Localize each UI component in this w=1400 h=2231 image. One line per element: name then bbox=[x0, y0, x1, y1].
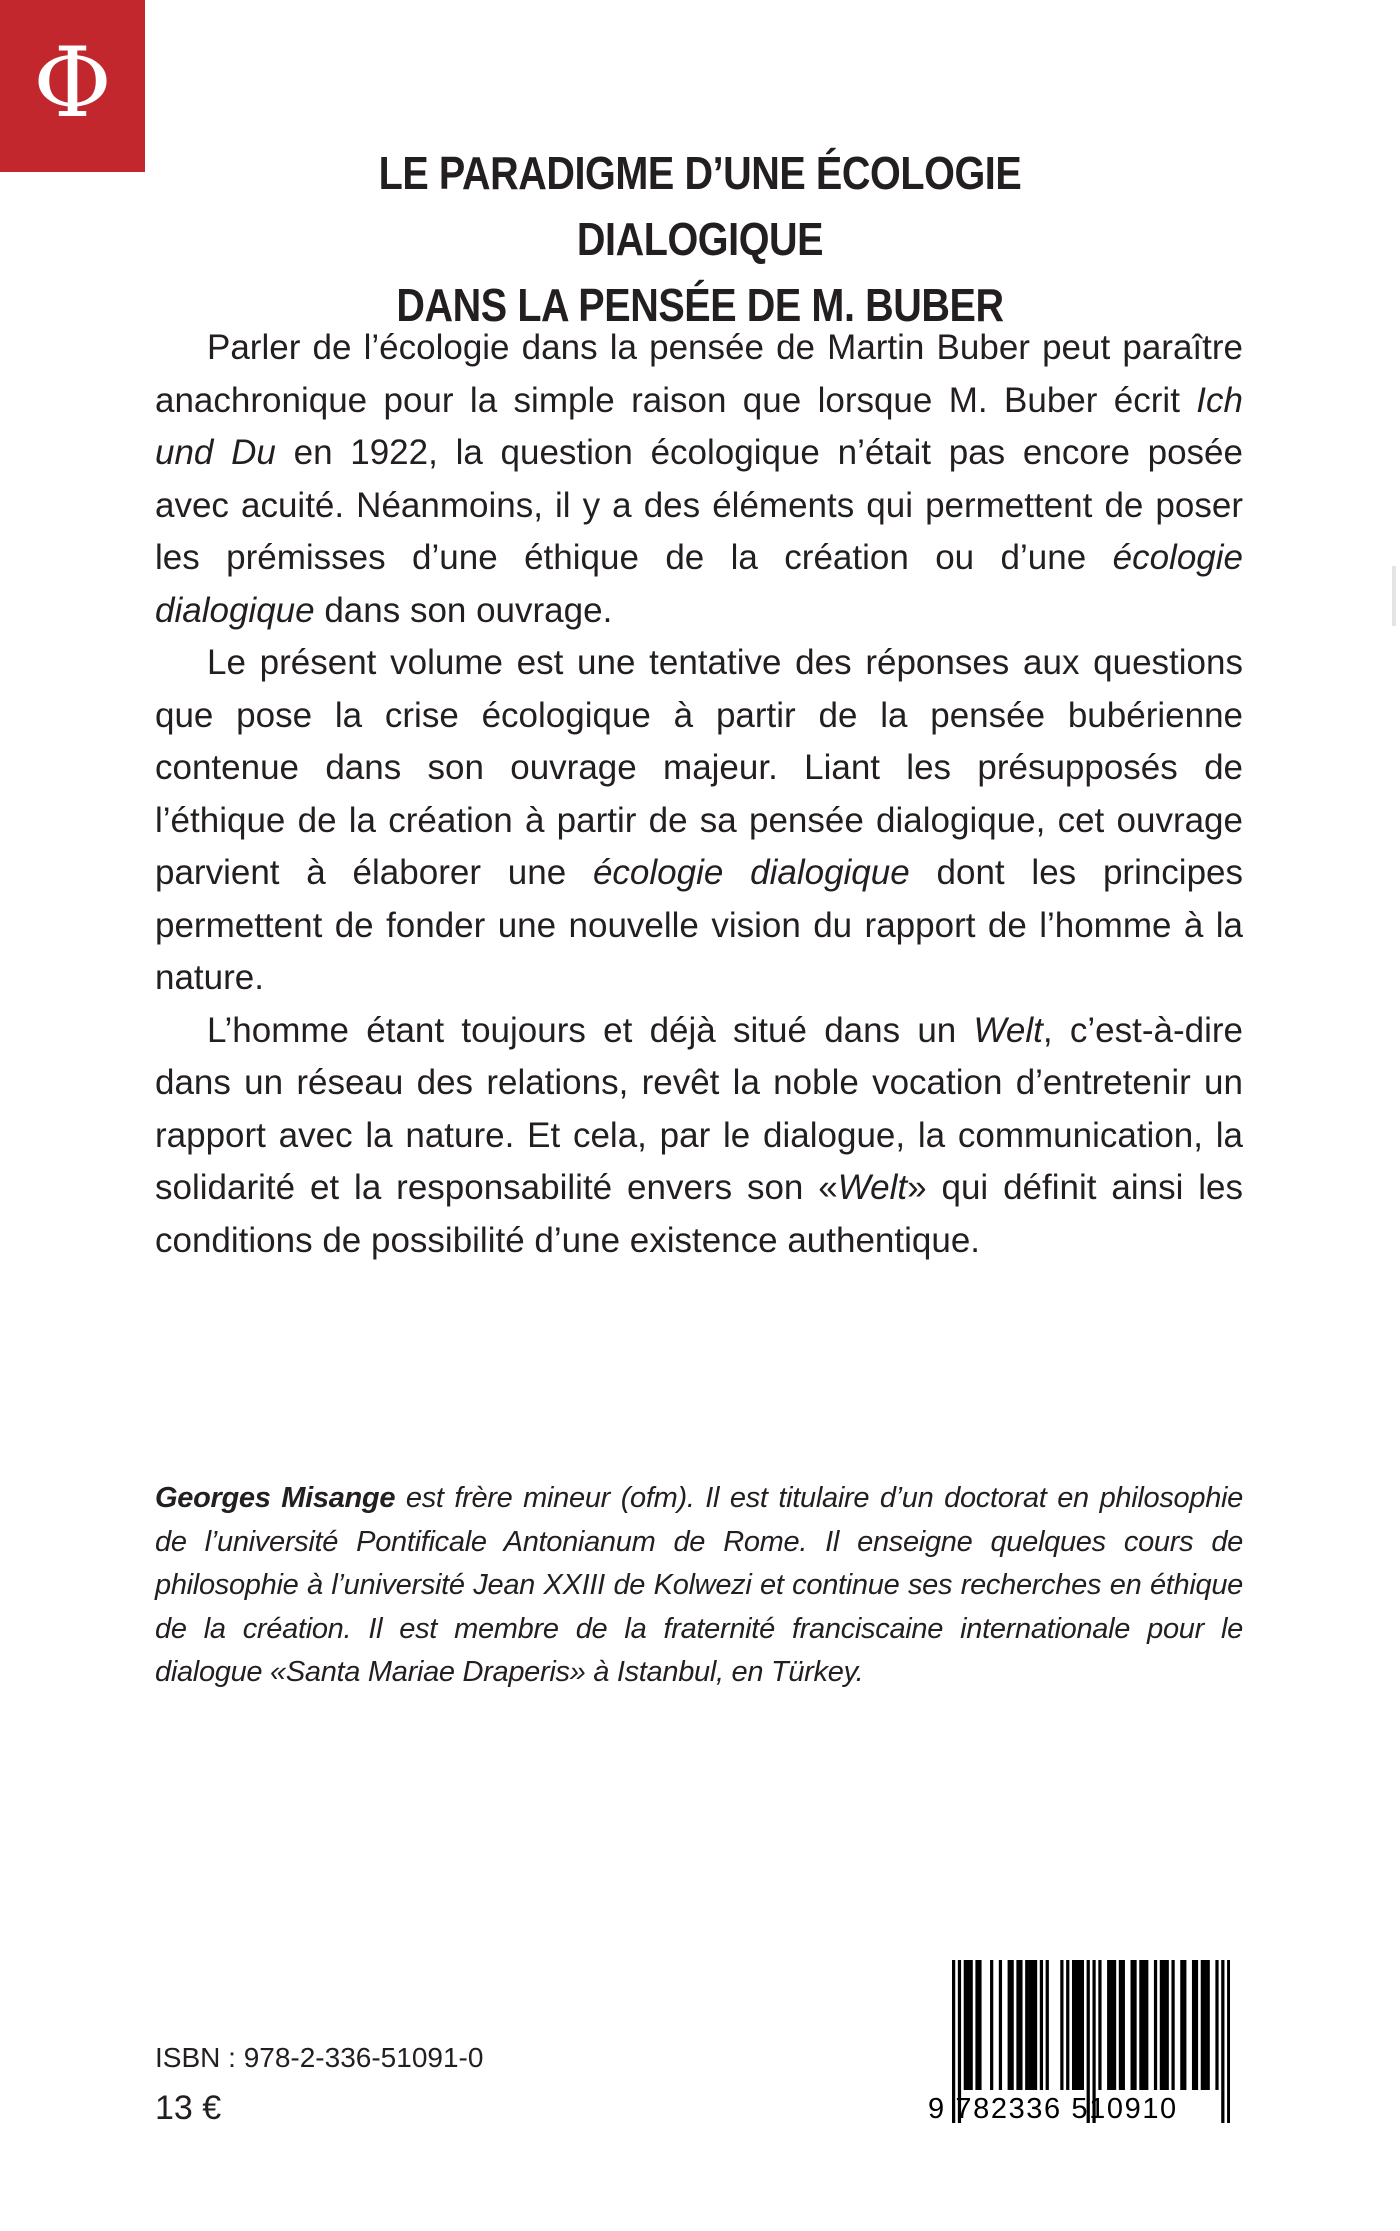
summary-paragraph-1 bbox=[155, 322, 1243, 637]
summary-paragraph-3 bbox=[155, 1005, 1243, 1268]
barcode-bar bbox=[1025, 1960, 1028, 2090]
summary-p3-italic-welt-1: Welt bbox=[973, 1010, 1043, 1050]
barcode-bar bbox=[1113, 1960, 1116, 2090]
phi-logo-icon: Φ bbox=[33, 27, 112, 139]
barcode-bar bbox=[1008, 1960, 1011, 2090]
barcode-bar bbox=[1031, 1960, 1034, 2090]
barcode-bar bbox=[1081, 1960, 1084, 2090]
barcode-bar bbox=[1110, 1960, 1113, 2090]
barcode-bar bbox=[978, 1960, 981, 2090]
barcode-bar bbox=[1204, 1960, 1207, 2090]
barcode-bar bbox=[975, 1960, 978, 2090]
edge-mark bbox=[1392, 566, 1396, 626]
barcode-bar bbox=[1016, 1960, 1019, 2090]
barcode-bar bbox=[1019, 1960, 1022, 2090]
summary-p2-text-a: Le présent volume est une tentative des réponses aux questions que pose la crise écologique à partir de la pensée bubérienne contenue dans son ouvrage majeur. Liant les présupposés de l’éthique de la création à partir de sa pensée dialogique, cet ouvrage parvient à élaborer une bbox=[155, 643, 1243, 892]
barcode-bar bbox=[1078, 1960, 1081, 2090]
barcode-bar bbox=[1215, 1960, 1218, 2090]
author-bio-text: est frère mineur (ofm). Il est titulaire d’un doctorat en philosophie de l’université Pontificale Antonianum de Rome. Il enseigne quelques cours de philosophie à l’université Jean XXIII de Kolwezi et continue ses recherches en éthique de la création. Il est membre de la fraternité franciscaine internationale pour le dialogue «Santa Mariae Draperis» à Istanbul, en Türkey. bbox=[155, 1482, 1243, 1688]
summary-p3-text-a: L’homme étant toujours et déjà situé dans un bbox=[207, 1010, 974, 1050]
barcode-bar bbox=[990, 1960, 993, 2090]
author-bio bbox=[155, 1477, 1243, 1695]
barcode-bar bbox=[1142, 1960, 1145, 2090]
barcode-bar bbox=[1154, 1960, 1157, 2090]
book-summary bbox=[155, 322, 1243, 1267]
barcode-bar bbox=[1171, 1960, 1174, 2090]
summary-p1-text-c: en 1922, la question écologique n’était pas encore posée avec acuité. Néanmoins, il y a des éléments qui permettent de poser les prémisses d’une éthique de la création ou d’une bbox=[155, 433, 1243, 577]
barcode-bar bbox=[1098, 1960, 1101, 2090]
title-line-2: DANS LA PENSÉE DE M. BUBER bbox=[396, 279, 1004, 331]
price-label: 13 € bbox=[155, 2089, 222, 2127]
author-name: Georges Misange bbox=[155, 1482, 396, 1514]
barcode-bar bbox=[1183, 1960, 1186, 2090]
book-title bbox=[253, 140, 1147, 338]
summary-p1-text-a: Parler de l’écologie dans la pensée de Martin Buber peut paraître anachronique pour la simple raison que lorsque M. Buber écrit bbox=[155, 328, 1243, 420]
barcode-bar bbox=[1040, 1960, 1043, 2090]
barcode-bar bbox=[1160, 1960, 1163, 2090]
title-line-1: LE PARADIGME D’UNE ÉCOLOGIE DIALOGIQUE bbox=[378, 147, 1022, 265]
summary-p1-text-e: dans son ouvrage. bbox=[314, 590, 613, 630]
barcode-bar bbox=[1163, 1960, 1166, 2090]
barcode-bar bbox=[1207, 1960, 1210, 2090]
publisher-logo bbox=[0, 0, 145, 172]
barcode-bar bbox=[1131, 1960, 1134, 2090]
barcode-bar bbox=[1034, 1960, 1037, 2090]
barcode-bar bbox=[999, 1960, 1002, 2090]
barcode-bar bbox=[1145, 1960, 1148, 2090]
barcode-bar bbox=[1180, 1960, 1183, 2090]
barcode-bar bbox=[1195, 1960, 1198, 2090]
summary-p2-italic-ecologie: écologie dialogique bbox=[592, 853, 910, 892]
barcode-bar bbox=[967, 1960, 970, 2090]
barcode-bar bbox=[1046, 1960, 1049, 2090]
barcode-bar bbox=[1133, 1960, 1136, 2090]
summary-p2-text-c: dont les principes permettent de fonder une nouvelle vision du rapport de l’homme à la nature. bbox=[155, 853, 1244, 997]
barcode-digits: 9 782336 510910 bbox=[928, 2093, 1178, 2125]
barcode-bar bbox=[1201, 1960, 1204, 2090]
barcode-bar bbox=[1060, 1960, 1063, 2090]
summary-p1-italic-ecologie: écologie dialogique bbox=[155, 538, 1243, 630]
barcode-bar bbox=[970, 1960, 973, 2090]
barcode-bar bbox=[1011, 1960, 1014, 2090]
barcode-bar bbox=[1119, 1960, 1122, 2090]
barcode-bar bbox=[1028, 1960, 1031, 2090]
barcode-bar bbox=[1139, 1960, 1142, 2090]
summary-p3-text-c: , c’est-à-dire dans un réseau des relations, revêt la noble vocation d’entretenir un rapport avec la nature. Et cela, par le dialogue, la communication, la solidarité et la responsabilité envers son « bbox=[155, 1010, 1243, 1207]
barcode-bar bbox=[1192, 1960, 1195, 2090]
barcode-bar bbox=[964, 1960, 967, 2090]
barcode-bar bbox=[1075, 1960, 1078, 2090]
summary-p1-italic-ich-und-du: Ich und Du bbox=[155, 380, 1243, 472]
isbn-label: ISBN : 978-2-336-51091-0 bbox=[155, 2042, 484, 2073]
barcode-bar bbox=[1166, 1960, 1169, 2090]
summary-p3-italic-welt-2: Welt bbox=[837, 1168, 908, 1207]
barcode-bar bbox=[1107, 1960, 1110, 2090]
barcode-bar bbox=[1072, 1960, 1075, 2090]
summary-p3-text-e: » qui définit ainsi les conditions de possibilité d’une existence authentique. bbox=[155, 1168, 1243, 1260]
barcode-bar bbox=[1066, 1960, 1069, 2090]
barcode-bar bbox=[1122, 1960, 1125, 2090]
summary-paragraph-2 bbox=[155, 637, 1243, 1005]
